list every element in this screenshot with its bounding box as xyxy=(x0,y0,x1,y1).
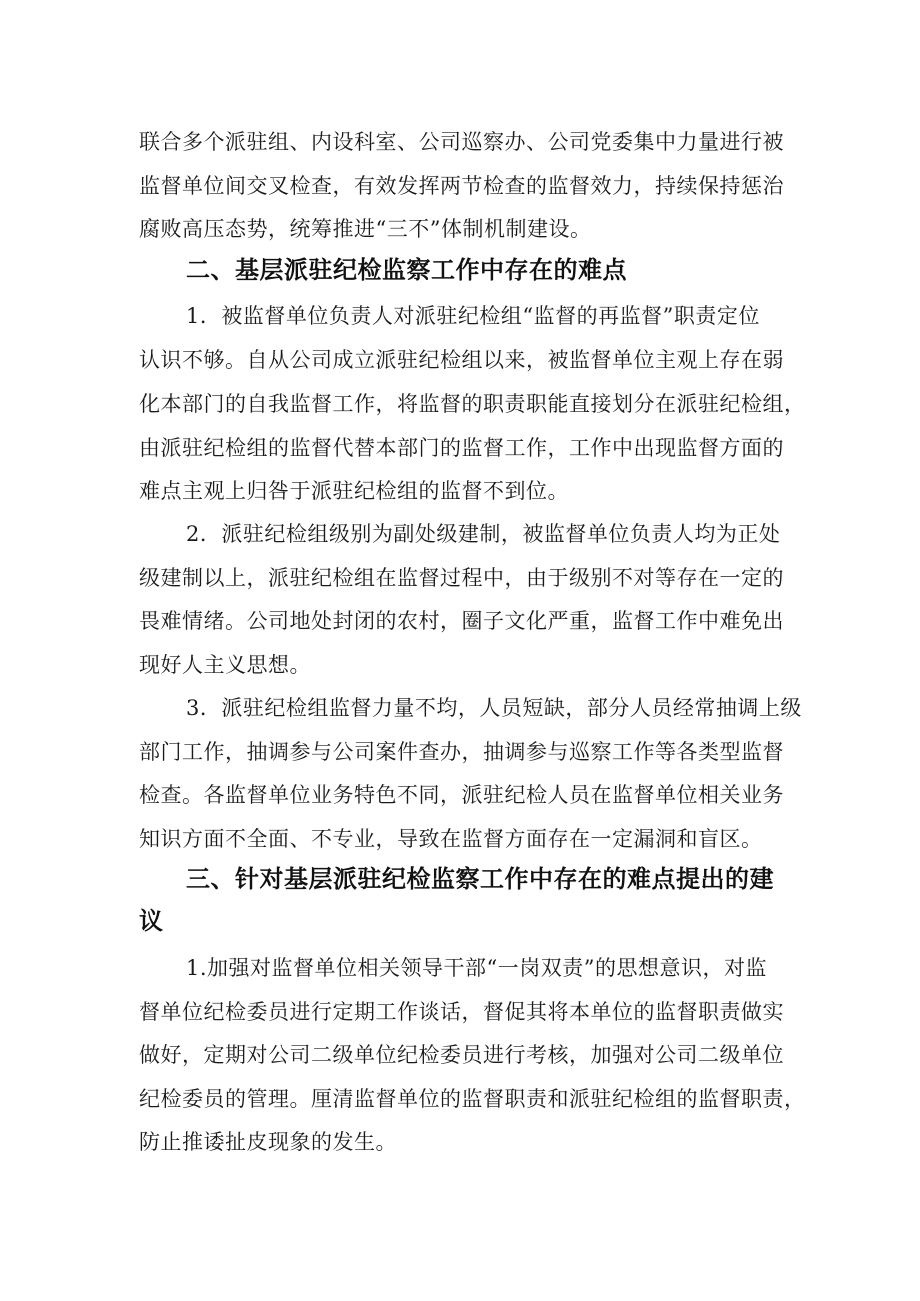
body-line: 督单位纪检委员进行定期工作谈话，督促其将本单位的监督职责做实 xyxy=(139,1000,784,1024)
paragraph-start: 2．派驻纪检组级别为副处级建制，被监督单位负责人均为正处 xyxy=(186,522,781,546)
body-line: 由派驻纪检组的监督代替本部门的监督工作，工作中出现监督方面的 xyxy=(139,436,784,460)
body-line: 级建制以上，派驻纪检组在监督过程中，由于级别不对等存在一定的 xyxy=(139,566,784,590)
body-line: 畏难情绪。公司地处封闭的农村，圈子文化严重，监督工作中难免出 xyxy=(139,609,784,633)
body-line: 监督单位间交叉检查，有效发挥两节检查的监督效力，持续保持惩治 xyxy=(139,174,784,198)
body-line: 知识方面不全面、不专业，导致在监督方面存在一定漏洞和盲区。 xyxy=(139,827,763,851)
body-line: 部门工作，抽调参与公司案件查办，抽调参与巡察工作等各类型监督 xyxy=(139,740,784,764)
body-line: 腐败高压态势，统筹推进“三不”体制机制建设。 xyxy=(139,217,592,241)
body-line: 联合多个派驻组、内设科室、公司巡察办、公司党委集中力量进行被 xyxy=(139,130,784,154)
section-heading-3-continuation: 议 xyxy=(139,907,164,935)
paragraph-start: 1.加强对监督单位相关领导干部“一岗双责”的思想意识，对监 xyxy=(186,956,768,980)
section-heading-3: 三、针对基层派驻纪检监察工作中存在的难点提出的建 xyxy=(186,865,774,893)
paragraph-start: 1．被监督单位负责人对派驻纪检组“监督的再监督”职责定位 xyxy=(186,304,760,328)
section-heading-2: 二、基层派驻纪检监察工作中存在的难点 xyxy=(186,256,627,284)
body-line: 认识不够。自从公司成立派驻纪检组以来，被监督单位主观上存在弱 xyxy=(139,348,784,372)
paragraph-start: 3．派驻纪检组监督力量不均，人员短缺，部分人员经常抽调上级 xyxy=(186,696,802,720)
body-line: 做好，定期对公司二级单位纪检委员进行考核，加强对公司二级单位 xyxy=(139,1043,784,1067)
body-line: 难点主观上归咎于派驻纪检组的监督不到位。 xyxy=(139,479,569,503)
body-line: 防止推诿扯皮现象的发生。 xyxy=(139,1130,397,1154)
body-line: 化本部门的自我监督工作，将监督的职责职能直接划分在派驻纪检组， xyxy=(139,392,806,416)
body-line: 检查。各监督单位业务特色不同，派驻纪检人员在监督单位相关业务 xyxy=(139,783,784,807)
body-line: 纪检委员的管理。厘清监督单位的监督职责和派驻纪检组的监督职责， xyxy=(139,1087,806,1111)
body-line: 现好人主义思想。 xyxy=(139,653,311,677)
